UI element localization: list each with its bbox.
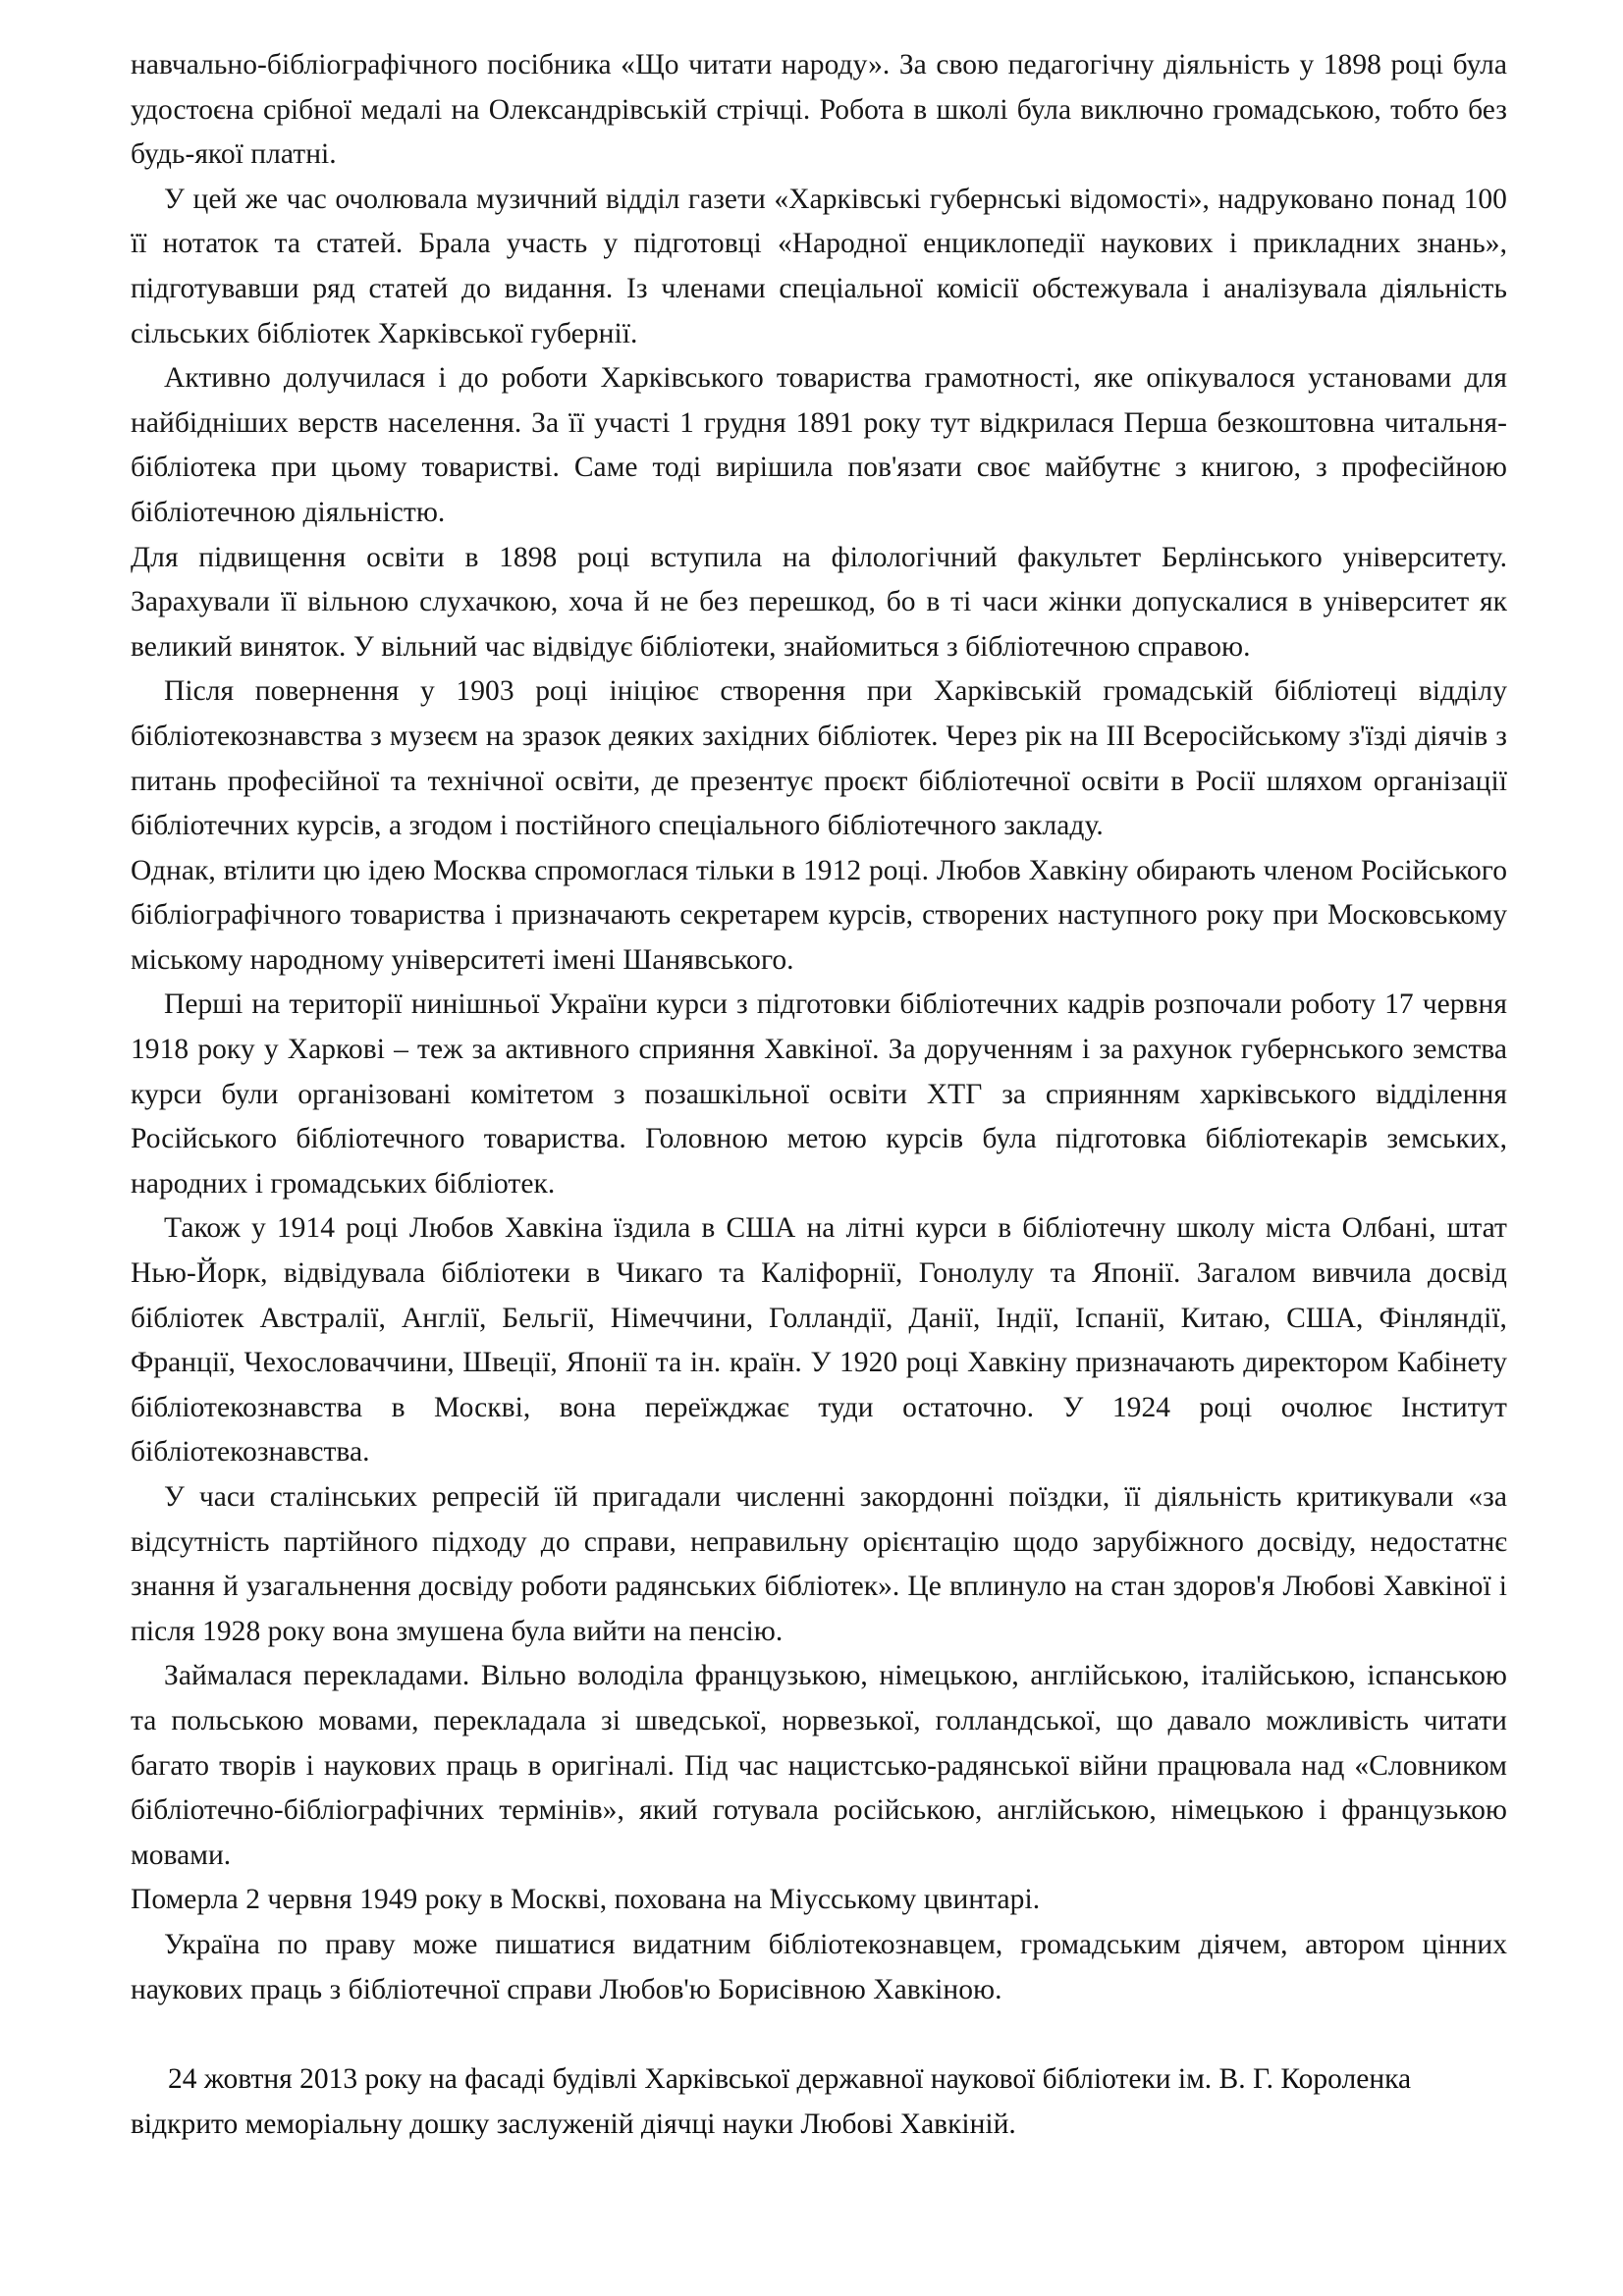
paragraph-memorial-plaque-2013: 24 жовтня 2013 року на фасаді будівлі Харківської державної наукової бібліотеки ім. В. Г. Короленка відкрито меморіальну дошку заслуженій діячці науки Любові Хавкіній. (131, 2063, 1412, 2140)
document-text-body (131, 43, 1507, 2147)
paragraph-ukraine-pride: Україна по праву може пишатися видатним бібліотекознавцем, громадським діячем, автором цінних наукових праць з бібліотечної справи Любов'ю Борисівною Хавкіною. (131, 1928, 1507, 2005)
paragraph-stalin-repressions: У часи сталінських репресій їй пригадали численні закордонні поїздки, її діяльність критикували «за відсутність партійного підходу до справи, неправильну орієнтацію щодо зарубіжного досвіду, недостатнє знання й узагальнення досвіду роботи радянських бібліотек». Це вплинуло на стан здоров'я Любові Хавкіної і після 1928 року вона змушена була вийти на пенсію. (131, 1481, 1507, 1647)
paragraph-1903-library-science-department: Після повернення у 1903 році ініціює створення при Харківській громадській бібліотеці відділу бібліотекознавства з музеєм на зразок деяких західних бібліотек. Через рік на ІІІ Всеросійському з'їзді діячів з питань професійної та технічної освіти, де презентує проєкт бібліотечної освіти в Росії шляхом організації бібліотечних курсів, а згодом і постійного спеціального бібліотечного закладу. (131, 675, 1507, 842)
paragraph-newspaper-music-section: У цей же час очолювала музичний відділ газети «Харківські губернські відомості», надруковано понад 100 її нотаток та статей. Брала участь у підготовці «Народної енциклопедії наукових і прикладних знань», підготувавши ряд статей до видання. Із членами спеціальної комісії обстежувала і аналізувала діяльність сільських бібліотек Харківської губернії. (131, 183, 1507, 349)
paragraph-literacy-society: Активно долучилася і до роботи Харківського товариства грамотності, яке опікувалося установами для найбідніших верств населення. За її участі 1 грудня 1891 року тут відкрилася Перша безкоштовна читальня-бібліотека при цьому товаристві. Саме тоді вирішила пов'язати своє майбутнє з книгою, з професійною бібліотечною діяльністю. (131, 362, 1507, 528)
paragraph-berlin-university: Для підвищення освіти в 1898 році вступила на філологічний факультет Берлінського університету. Зарахували її вільною слухачкою, хоча й не без перешкод, бо в ті часи жінки допускалися в університет як великий виняток. У вільний час відвідує бібліотеки, знайомиться з бібліотечною справою. (131, 541, 1507, 663)
paragraph-usa-1914: Також у 1914 році Любов Хавкіна їздила в США на літні курси в бібліотечну школу міста Олбані, штат Нью-Йорк, відвідувала бібліотеки в Чикаго та Каліфорнії, Гонолулу та Японії. Загалом вивчила досвід бібліотек Австралії, Англії, Бельгії, Німеччини, Голландії, Данії, Індії, Іспанії, Китаю, США, Фінляндії, Франції, Чехословаччини, Швеції, Японії та ін. країн. У 1920 році Хавкіну призначають директором Кабінету бібліотекознавства в Москві, вона переїжджає туди остаточно. У 1924 році очолює Інститут бібліотекознавства. (131, 1212, 1507, 1468)
paragraph-translations: Займалася перекладами. Вільно володіла французькою, німецькою, англійською, італійською, іспанською та польською мовами, перекладала зі шведської, норвезької, голландської, що давало можливість читати багато творів і наукових праць в оригіналі. Під час нацистсько-радянської війни працювала над «Словником бібліотечно-бібліографічних термінів», який готувала російською, англійською, німецькою і французькою мовами. (131, 1660, 1507, 1871)
paragraph-death-1949: Померла 2 червня 1949 року в Москві, похована на Міусському цвинтарі. (131, 1884, 1041, 1916)
paragraph-education-medal: навчально-бібліографічного посібника «Що читати народу». За свою педагогічну діяльність у 1898 році була удостоєна срібної медалі на Олександрівській стрічці. Робота в школі була виключно громадською, тобто без будь-якої платні. (131, 49, 1507, 171)
closing-block (131, 2057, 1507, 2147)
paragraph-moscow-1912: Однак, втілити цю ідею Москва спромоглася тільки в 1912 році. Любов Хавкіну обирають членом Російського бібліографічного товариства і призначають секретарем курсів, створених наступного року при Московському міському народному університеті імені Шанявського. (131, 854, 1507, 976)
paragraph-first-courses-1918: Перші на території нинішньої України курси з підготовки бібліотечних кадрів розпочали роботу 17 червня 1918 року у Харкові – теж за активного сприяння Хавкіної. За дорученням і за рахунок губернського земства курси були організовані комітетом з позашкільної освіти ХТГ за сприянням харківського відділення Російського бібліотечного товариства. Головною метою курсів була підготовка бібліотекарів земських, народних і громадських бібліотек. (131, 988, 1507, 1200)
